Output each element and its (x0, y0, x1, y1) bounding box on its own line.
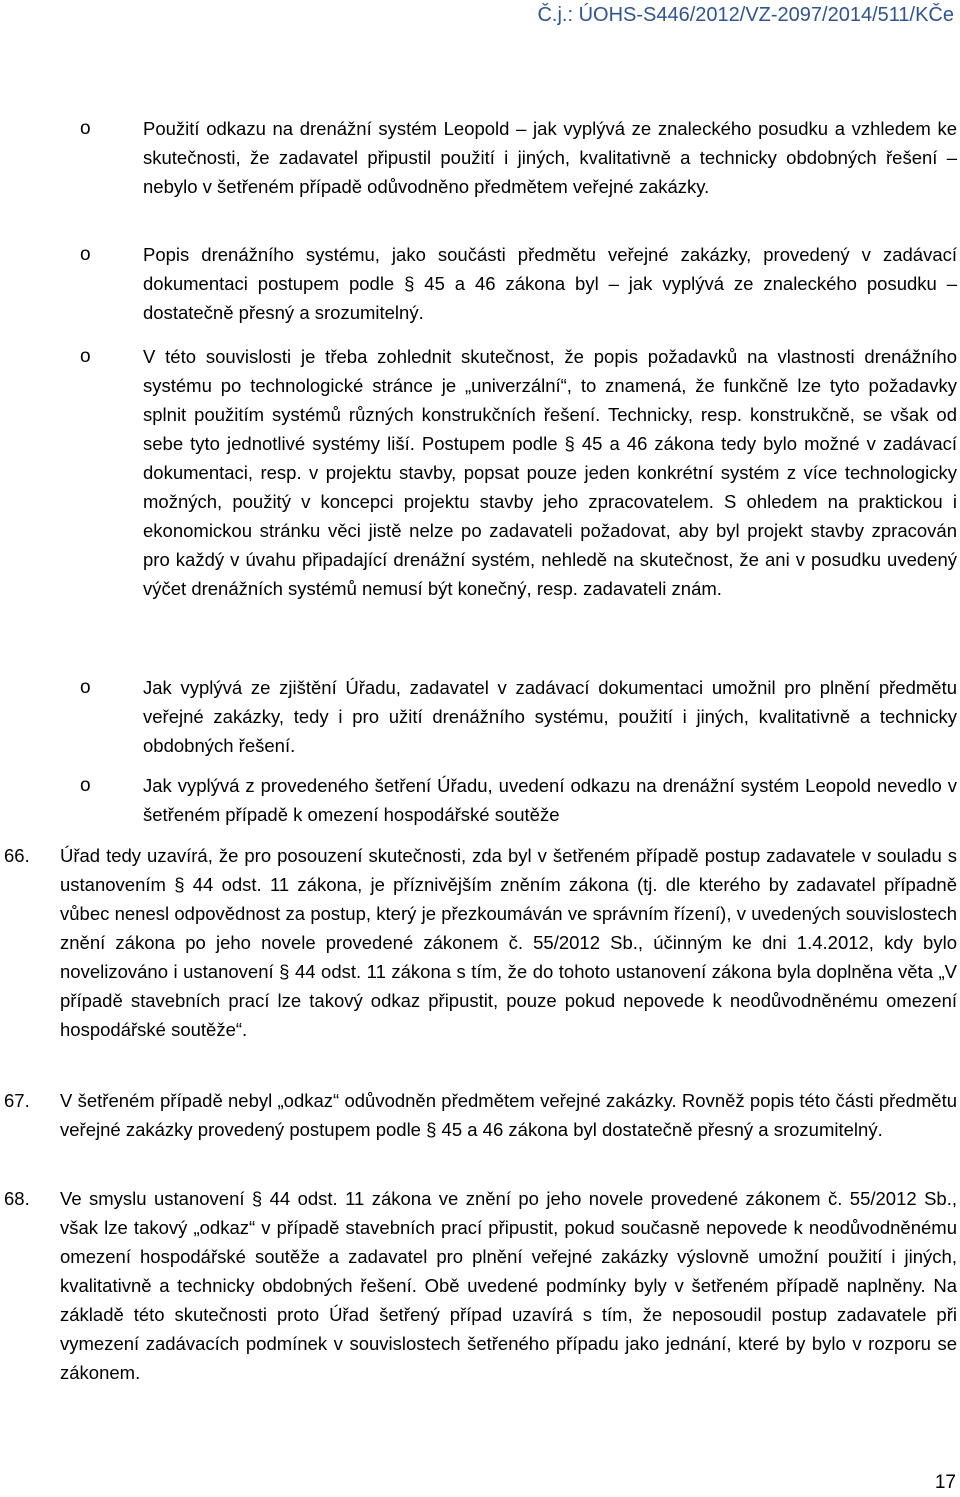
bullet-text: Jak vyplývá z provedeného šetření Úřadu, uvedení odkazu na drenážní systém Leopold nevedlo v šetřeném případě k omezení hospodářské soutěže (143, 775, 957, 825)
bullet-text: Popis drenážního systému, jako součásti předmětu veřejné zakázky, provedený v zadávací dokumentaci postupem podle § 45 a 46 zákona byl – jak vyplývá ze znaleckého posudku – dostatečně přesný a srozumitelný. (143, 244, 957, 323)
bullet-marker: o (80, 244, 91, 265)
paragraph-number: 66. (4, 845, 30, 866)
bullet-text: Použití odkazu na drenážní systém Leopold – jak vyplývá ze znaleckého posudku a vzhledem ke skutečnosti, že zadavatel připustil použití i jiných, kvalitativně a technicky obdobných řešení – nebylo v šetřeném případě odůvodněno předmětem veřejné zakázky. (143, 118, 957, 197)
document-reference: Č.j.: ÚOHS-S446/2012/VZ-2097/2014/511/KČe (537, 4, 954, 26)
paragraph-number: 68. (4, 1188, 30, 1209)
paragraph-text: Úřad tedy uzavírá, že pro posouzení skutečnosti, zda byl v šetřeném případě postup zadavatele v souladu s ustanovením § 44 odst. 11 zákona, je příznivějším zněním zákona (tj. dle kterého by zadavatel případně vůbec nenesl odpovědnost za postup, který je přezkoumáván ve správním řízení), v uvedených souvislostech znění zákona po jeho novele provedené zákonem č. 55/2012 Sb., účinným ke dni 1.4.2012, kdy bylo novelizováno i ustanovení § 44 odst. 11 zákona s tím, že do tohoto ustanovení zákona byla doplněna věta „V případě stavebních prací lze takový odkaz připustit, pouze pokud nepovede k neodůvodněnému omezení hospodářské soutěže“. (60, 845, 957, 1040)
paragraph-text: V šetřeném případě nebyl „odkaz“ odůvodněn předmětem veřejné zakázky. Rovněž popis této části předmětu veřejné zakázky provedený postupem podle § 45 a 46 zákona byl dostatečně přesný a srozumitelný. (60, 1090, 957, 1140)
paragraph-text: Ve smyslu ustanovení § 44 odst. 11 zákona ve znění po jeho novele provedené zákonem č. 55/2012 Sb., však lze takový „odkaz“ v případě stavebních prací připustit, pokud současně nepovede k neodůvodněnému omezení hospodářské soutěže a zadavatel pro plnění veřejné zakázky výslovně umožní použití i jiných, kvalitativně a technicky obdobných řešení. Obě uvedené podmínky byly v šetřeném případě naplněny. Na základě této skutečnosti proto Úřad šetřený případ uzavírá s tím, že neposoudil postup zadavatele při vymezení zadávacích podmínek v souvislostech šetřeného případu jako jednání, které by bylo v rozporu se zákonem. (60, 1188, 957, 1383)
paragraph-number: 67. (4, 1090, 30, 1111)
bullet-marker: o (80, 118, 91, 139)
page-number: 17 (934, 1472, 956, 1493)
bullet-text: V této souvislosti je třeba zohlednit skutečnost, že popis požadavků na vlastnosti drenážního systému po technologické stránce je „univerzální“, to znamená, že funkčně lze tyto požadavky splnit použitím systémů různých konstrukčních řešení. Technicky, resp. konstrukčně, se však od sebe tyto jednotlivé systémy liší. Postupem podle § 45 a 46 zákona tedy bylo možné v zadávací dokumentaci, resp. v projektu stavby, popsat pouze jeden konkrétní systém z více technologicky možných, použitý v koncepci projektu stavby jeho zpracovatelem. S ohledem na praktickou i ekonomickou stránku věci jistě nelze po zadavateli požadovat, aby byl projekt stavby zpracován pro každý v úvahu připadající drenážní systém, nehledě na skutečnost, že ani v posudku uvedený výčet drenážních systémů nemusí být konečný, resp. zadavateli znám. (143, 346, 957, 599)
bullet-marker: o (80, 346, 91, 367)
bullet-marker: o (80, 677, 91, 698)
bullet-text: Jak vyplývá ze zjištění Úřadu, zadavatel v zadávací dokumentaci umožnil pro plnění předmětu veřejné zakázky, tedy i pro užití drenážního systému, použití i jiných, kvalitativně a technicky obdobných řešení. (143, 677, 957, 756)
bullet-marker: o (80, 775, 91, 796)
